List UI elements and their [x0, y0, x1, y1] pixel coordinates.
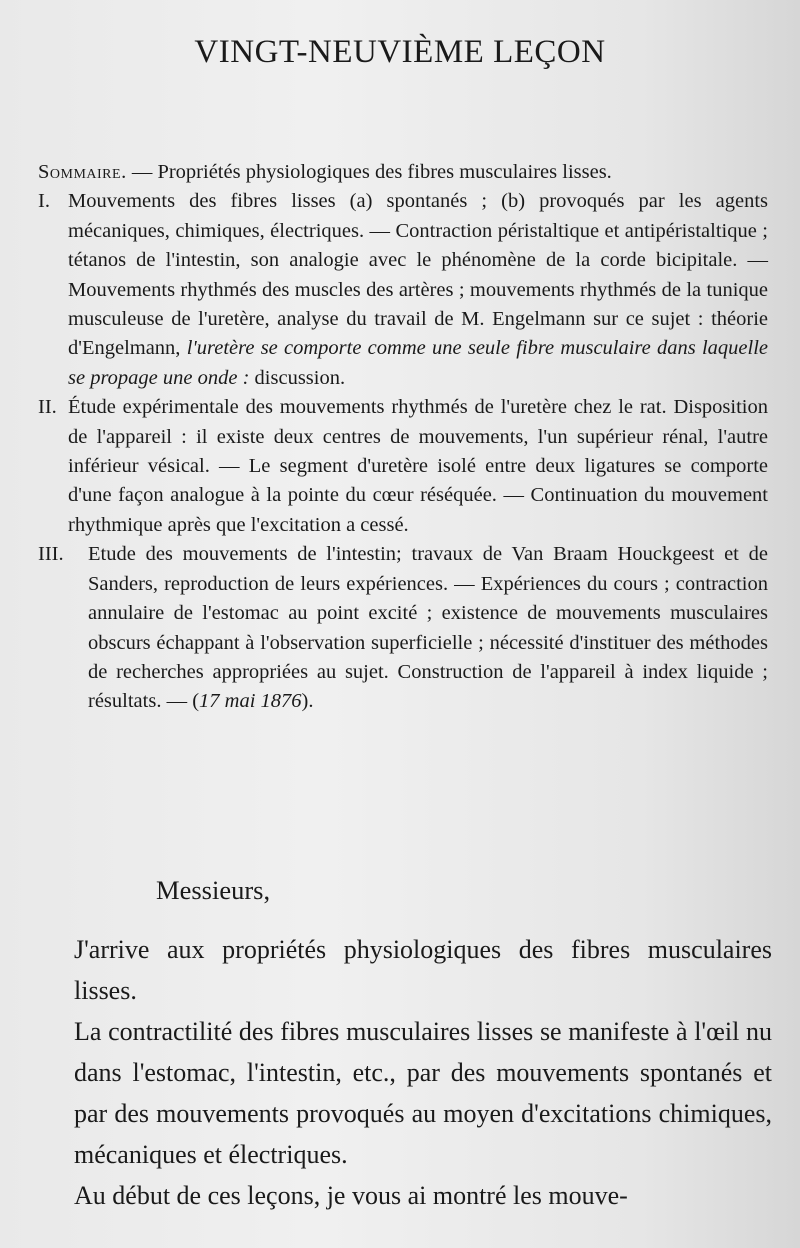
summary-item-text: Étude expérimentale des mouvements rhythmés de l'uretère chez le rat. Disposition de l'appareil : il existe deux centres de mouvements, l'un supérieur rénal, l'autre inférieur vésical. — Le segment d'uretère isolé entre deux ligatures se comporte d'une façon analogue à la pointe du cœur réséquée. — Continuation du mouvement rhythmique après que l'excitation a cessé.	[68, 396, 768, 536]
summary-heading-text: — Propriétés physiologiques des fibres musculaires lisses.	[126, 161, 612, 183]
summary-item-tail: ).	[301, 690, 314, 713]
summary-item-2	[38, 393, 768, 540]
summary-item-number: III.	[38, 543, 64, 566]
summary-item-italic: l'uretère se comporte comme une seule fibre musculaire dans laquelle se propage une onde :	[68, 337, 769, 389]
chapter-title: VINGT-NEUVIÈME LEÇON	[194, 34, 606, 70]
summary-item-italic: 17 mai 1876	[199, 690, 302, 713]
summary-item-text: Mouvements des fibres lisses (a) spontanés ; (b) provoqués par les agents mécaniques, chimiques, électriques. — Contraction péristaltique et antipéristaltique ; tétanos de l'intestin, son analogie avec le phénomène de la corde bicipitale. — Mouvements rhythmés des muscles des artères ; mouvements rhythmés de la tunique musculeuse de l'uretère, analyse du travail de M. Engelmann sur ce sujet : théorie d'Engelmann,	[68, 190, 768, 360]
body-paragraph-3: Au début de ces leçons, je vous ai montré les mouve-	[74, 1181, 628, 1210]
summary-item-3	[38, 540, 768, 716]
summary-label: Sommaire.	[38, 161, 127, 183]
salutation: Messieurs,	[156, 875, 271, 905]
summary-block	[38, 158, 768, 717]
summary-item-number: I.	[38, 190, 50, 213]
summary-item-1	[38, 187, 768, 393]
body-paragraph-2: La contractilité des fibres musculaires lisses se manifeste à l'œil nu dans l'estomac, l'intestin, etc., par des mouvements spontanés et par des mouvements provoqués au moyen d'excitations chimiques, mécaniques et électriques.	[74, 1017, 772, 1169]
summary-item-number: II.	[38, 396, 57, 419]
body-text	[74, 870, 772, 1216]
summary-item-text: Etude des mouvements de l'intestin; travaux de Van Braam Houckgeest et de Sanders, reproduction de leurs expériences. — Expériences du cours ; contraction annulaire de l'estomac au point excité ; existence de mouvements musculaires obscurs échappant à l'observation superficielle ; nécessité d'instituer des méthodes de recherches appropriées au sujet. Construction de l'appareil à index liquide ; résultats. — (	[88, 543, 768, 713]
body-paragraph-1: J'arrive aux propriétés physiologiques des fibres musculaires lisses.	[74, 935, 772, 1005]
summary-heading	[38, 158, 768, 187]
summary-item-tail: discussion.	[249, 366, 346, 389]
